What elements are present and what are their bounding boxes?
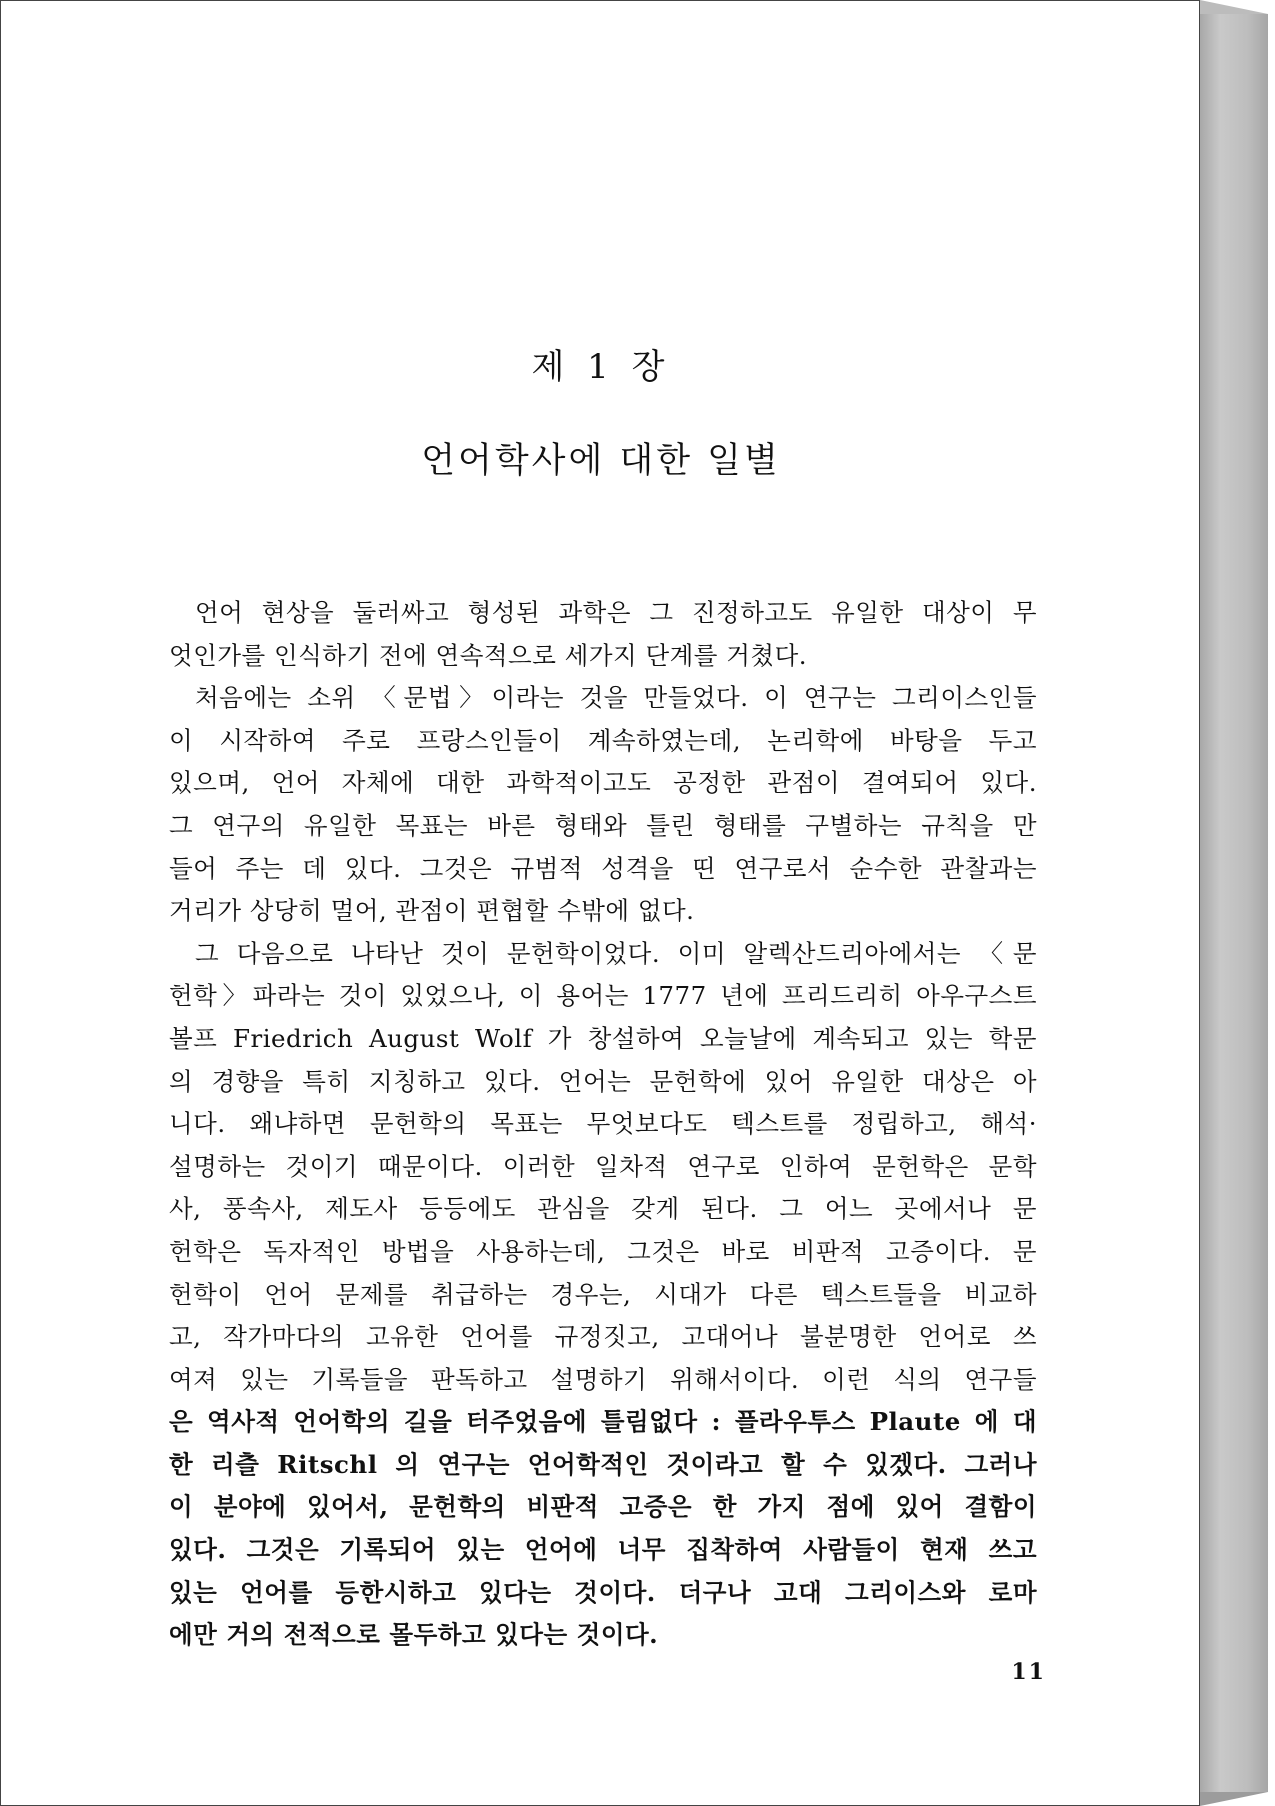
page-number: 11 bbox=[1011, 1659, 1046, 1685]
text-line: 거리가 상당히 멀어, 관점이 편협할 수밖에 없다. bbox=[169, 896, 695, 926]
text-line: 여져 있는 기록들을 판독하고 설명하기 위해서이다. 이런 식의 연구들 bbox=[169, 1364, 1037, 1394]
text-line: 있다. 그것은 기록되어 있는 언어에 너무 집착하여 사람들이 현재 쓰고 bbox=[169, 1535, 1037, 1565]
text-line: 이 분야에 있어서, 문헌학의 비판적 고증은 한 가지 점에 있어 결함이 bbox=[169, 1492, 1037, 1522]
book-edge-right bbox=[1200, 14, 1268, 1792]
text-line: 들어 주는 데 있다. 그것은 규범적 성격을 띤 연구로서 순수한 관찰과는 bbox=[169, 853, 1037, 883]
text-line: 헌학이 언어 문제를 취급하는 경우는, 시대가 다른 텍스트들을 비교하 bbox=[169, 1279, 1037, 1309]
text-line: 의 경향을 특히 지칭하고 있다. 언어는 문헌학에 있어 유일한 대상은 아 bbox=[169, 1066, 1037, 1096]
text-line: 에만 거의 전적으로 몰두하고 있다는 것이다. bbox=[169, 1620, 659, 1650]
text-line: 언어 현상을 둘러싸고 형성된 과학은 그 진정하고도 유일한 대상이 무 bbox=[195, 598, 1037, 627]
text-line: 이 시작하여 주로 프랑스인들이 계속하였는데, 논리학에 바탕을 두고 bbox=[169, 725, 1037, 755]
chapter-title: 언어학사에 대한 일별 bbox=[421, 441, 781, 481]
text-line: 처음에는 소위 〈문법〉이라는 것을 만들었다. 이 연구는 그리이스인들 bbox=[195, 683, 1037, 713]
book-edge-top bbox=[1200, 0, 1268, 14]
text-line: 사, 풍속사, 제도사 등등에도 관심을 갖게 된다. 그 어느 곳에서나 문 bbox=[169, 1194, 1037, 1224]
text-line: 설명하는 것이기 때문이다. 이러한 일차적 연구로 인하여 문헌학은 문학 bbox=[169, 1151, 1037, 1181]
text-line: 헌학〉파라는 것이 있었으나, 이 용어는 1777 년에 프리드리히 아우구스트 bbox=[169, 981, 1037, 1011]
text-line: 있으며, 언어 자체에 대한 과학적이고도 공정한 관점이 결여되어 있다. bbox=[169, 768, 1037, 798]
text-line: 은 역사적 언어학의 길을 터주었음에 틀림없다 : 플라우투스 Plaute 에 대 bbox=[169, 1407, 1037, 1437]
text-line: 볼프 Friedrich August Wolf 가 창설하여 오늘날에 계속되고 있는 학문 bbox=[169, 1023, 1037, 1053]
text-line: 고, 작가마다의 고유한 언어를 규정짓고, 고대어나 불분명한 언어로 쓰 bbox=[169, 1322, 1037, 1352]
body-text bbox=[169, 592, 1037, 1657]
text-line: 엇인가를 인식하기 전에 연속적으로 세가지 단계를 거쳤다. bbox=[169, 640, 808, 670]
text-line: 그 연구의 유일한 목표는 바른 형태와 틀린 형태를 구별하는 규칙을 만 bbox=[169, 810, 1037, 840]
text-line: 있는 언어를 등한시하고 있다는 것이다. 더구나 고대 그리이스와 로마 bbox=[169, 1577, 1037, 1607]
text-line: 헌학은 독자적인 방법을 사용하는데, 그것은 바로 비판적 고증이다. 문 bbox=[169, 1236, 1037, 1266]
chapter-number: 제 1 장 bbox=[531, 347, 671, 387]
book-edge-bottom bbox=[1200, 1792, 1268, 1806]
text-line: 니다. 왜냐하면 문헌학의 목표는 무엇보다도 텍스트를 정립하고, 해석· bbox=[169, 1109, 1037, 1139]
text-line: 그 다음으로 나타난 것이 문헌학이었다. 이미 알렉산드리아에서는 〈문 bbox=[195, 938, 1037, 968]
text-line: 한 리츨 Ritschl 의 연구는 언어학적인 것이라고 할 수 있겠다. 그러나 bbox=[169, 1449, 1037, 1479]
